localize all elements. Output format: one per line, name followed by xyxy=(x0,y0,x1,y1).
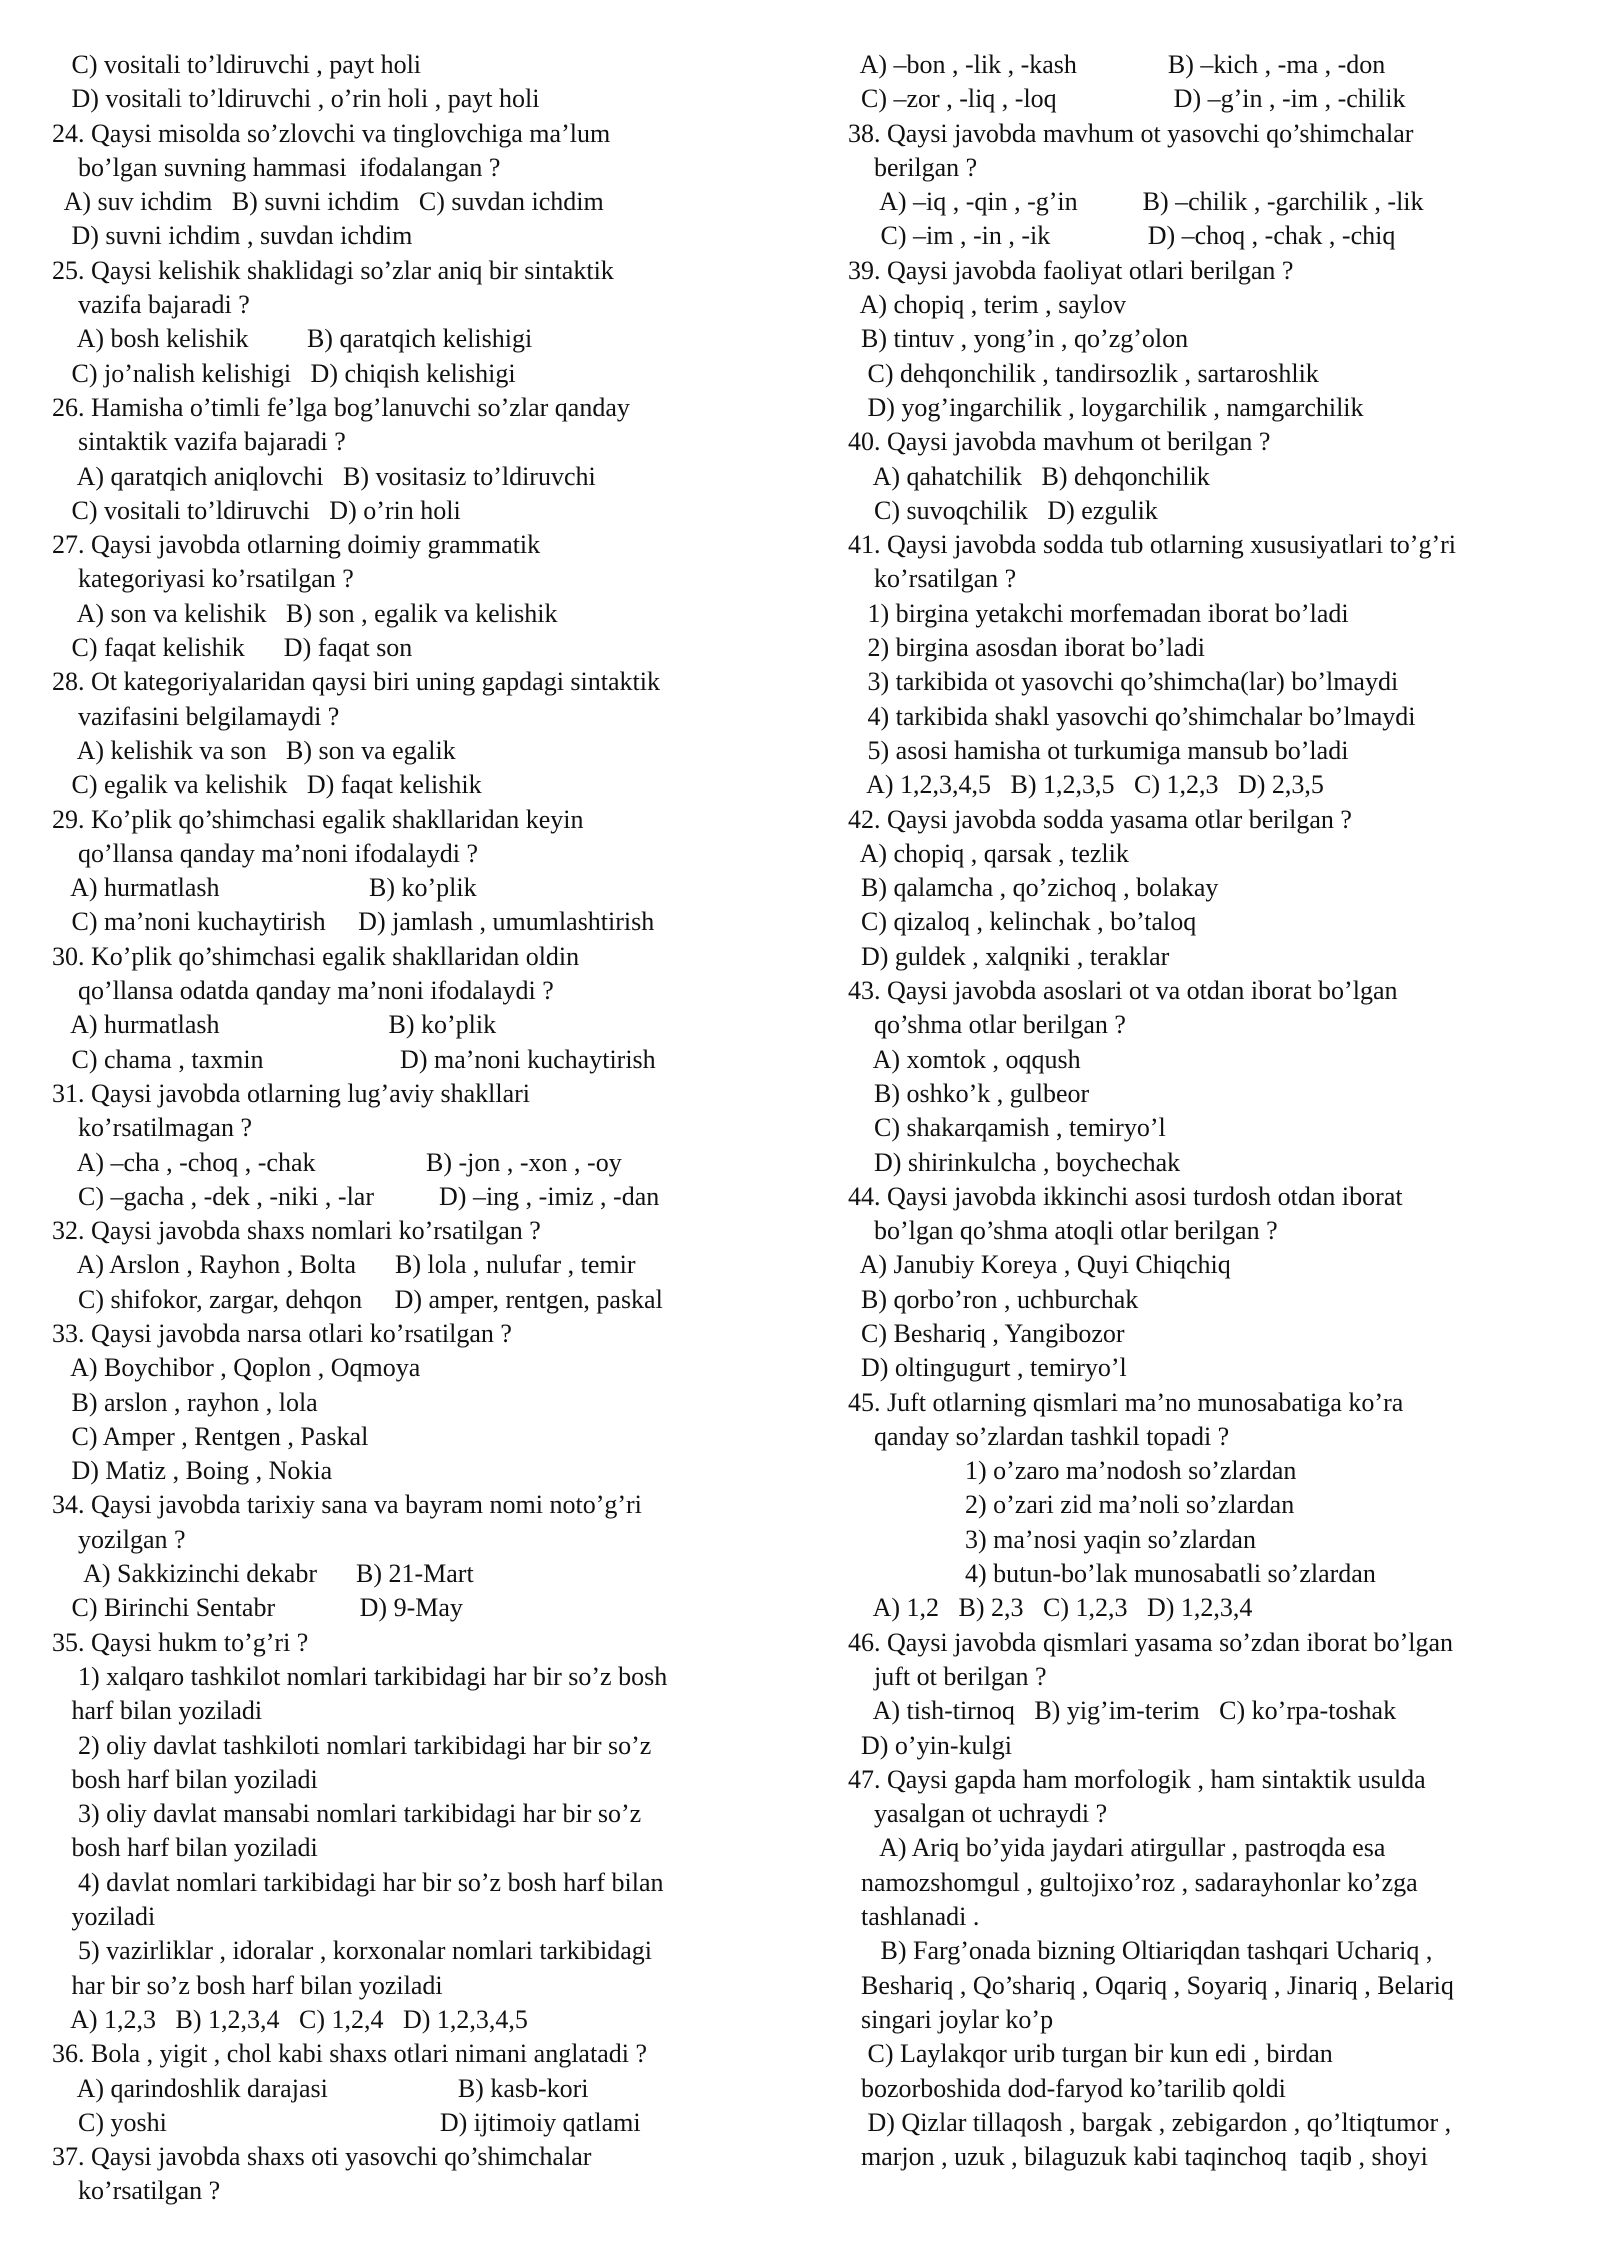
text-line: A) suv ichdim B) suvni ichdim C) suvdan ichdim xyxy=(52,187,604,217)
text-line: qo’llansa odatda qanday ma’noni ifodalaydi ? xyxy=(52,976,554,1006)
text-line: 27. Qaysi javobda otlarning doimiy grammatik xyxy=(52,530,541,560)
text-line: D) guldek , xalqniki , teraklar xyxy=(848,941,1170,971)
text-line: A) –iq , -qin , -g’in B) –chilik , -garchilik , -lik xyxy=(848,187,1424,217)
text-line: 33. Qaysi javobda narsa otlari ko’rsatilgan ? xyxy=(52,1318,512,1348)
text-line: C) faqat kelishik D) faqat son xyxy=(52,633,413,663)
text-line: C) Beshariq , Yangibozor xyxy=(848,1318,1125,1348)
text-line: qanday so’zlardan tashkil topadi ? xyxy=(848,1421,1230,1451)
text-line: C) vositali to’ldiruvchi , payt holi xyxy=(52,50,422,79)
text-line: A) –cha , -choq , -chak B) -jon , -xon , -oy xyxy=(52,1147,622,1177)
text-line: 41. Qaysi javobda sodda tub otlarning xususiyatlari to’g’ri xyxy=(848,530,1457,560)
text-line: 2) o’zari zid ma’noli so’zlardan xyxy=(848,1490,1295,1520)
text-line: bo’lgan qo’shma atoqli otlar berilgan ? xyxy=(848,1216,1278,1246)
text-line: D) Qizlar tillaqosh , bargak , zebigardon , qo’ltiqtumor , xyxy=(848,2107,1452,2137)
text-line: A) –bon , -lik , -kash B) –kich , -ma , -don xyxy=(848,50,1386,79)
text-line: namozshomgul , gultojixo’roz , sadarayhonlar ko’zga xyxy=(848,1867,1418,1897)
text-line: 1) xalqaro tashkilot nomlari tarkibidagi har bir so’z bosh xyxy=(52,1661,668,1691)
text-line: C) –im , -in , -ik D) –choq , -chak , -chiq xyxy=(848,221,1396,251)
text-line: A) chopiq , qarsak , tezlik xyxy=(848,838,1129,868)
text-line: 47. Qaysi gapda ham morfologik , ham sintaktik usulda xyxy=(848,1764,1426,1794)
text-line: A) qahatchilik B) dehqonchilik xyxy=(848,461,1210,491)
text-line: 28. Ot kategoriyalaridan qaysi biri uning gapdagi sintaktik xyxy=(52,667,660,697)
text-line: 36. Bola , yigit , chol kabi shaxs otlari nimani anglatadi ? xyxy=(52,2039,647,2069)
text-line: 2) birgina asosdan iborat bo’ladi xyxy=(848,633,1205,663)
text-line: C) –gacha , -dek , -niki , -lar D) –ing , -imiz , -dan xyxy=(52,1181,660,1211)
text-line: B) tintuv , yong’in , qo’zg’olon xyxy=(848,324,1189,354)
text-line: C) shifokor, zargar, dehqon D) amper, rentgen, paskal xyxy=(52,1284,663,1314)
text-line: sintaktik vazifa bajaradi ? xyxy=(52,427,346,457)
text-line: B) qalamcha , qo’zichoq , bolakay xyxy=(848,873,1219,903)
text-line: A) 1,2 B) 2,3 C) 1,2,3 D) 1,2,3,4 xyxy=(848,1593,1253,1623)
text-line: vazifa bajaradi ? xyxy=(52,290,250,320)
text-line: Beshariq , Qo’shariq , Oqariq , Soyariq , Jinariq , Belariq xyxy=(848,1970,1454,2000)
text-line: C) egalik va kelishik D) faqat kelishik xyxy=(52,770,482,800)
text-line: C) suvoqchilik D) ezgulik xyxy=(848,495,1158,525)
text-line: A) kelishik va son B) son va egalik xyxy=(52,735,456,765)
text-line: yoziladi xyxy=(52,1902,156,1932)
text-line: B) arslon , rayhon , lola xyxy=(52,1387,318,1417)
text-line: A) Janubiy Koreya , Quyi Chiqchiq xyxy=(848,1250,1231,1280)
text-line: 24. Qaysi misolda so’zlovchi va tinglovchiga ma’lum xyxy=(52,118,611,148)
text-line: C) Birinchi Sentabr D) 9-May xyxy=(52,1593,463,1623)
text-line: 5) vazirliklar , idoralar , korxonalar nomlari tarkibidagi xyxy=(52,1936,652,1966)
left-column xyxy=(52,48,792,2209)
text-line: singari joylar ko’p xyxy=(848,2004,1054,2034)
text-line: A) qaratqich aniqlovchi B) vositasiz to’ldiruvchi xyxy=(52,461,596,491)
text-line: C) shakarqamish , temiryo’l xyxy=(848,1113,1166,1143)
text-line: 46. Qaysi javobda qismlari yasama so’zdan iborat bo’lgan xyxy=(848,1627,1454,1657)
text-line: har bir so’z bosh harf bilan yoziladi xyxy=(52,1970,443,2000)
text-line: C) yoshi D) ijtimoiy qatlami xyxy=(52,2107,641,2137)
text-line: ko’rsatilgan ? xyxy=(52,2176,221,2206)
text-line: A) qarindoshlik darajasi B) kasb-kori xyxy=(52,2073,589,2103)
text-line: A) chopiq , terim , saylov xyxy=(848,290,1127,320)
text-line: 3) oliy davlat mansabi nomlari tarkibidagi har bir so’z xyxy=(52,1799,642,1829)
text-line: 42. Qaysi javobda sodda yasama otlar berilgan ? xyxy=(848,804,1352,834)
text-line: 29. Ko’plik qo’shimchasi egalik shakllaridan keyin xyxy=(52,804,584,834)
text-line: tashlanadi . xyxy=(848,1902,980,1932)
text-line: 44. Qaysi javobda ikkinchi asosi turdosh otdan iborat xyxy=(848,1181,1403,1211)
text-line: 26. Hamisha o’timli fe’lga bog’lanuvchi so’zlar qanday xyxy=(52,392,630,422)
text-line: A) 1,2,3,4,5 B) 1,2,3,5 C) 1,2,3 D) 2,3,5 xyxy=(848,770,1324,800)
text-line: bo’lgan suvning hammasi ifodalangan ? xyxy=(52,152,501,182)
text-line: B) Farg’onada bizning Oltiariqdan tashqari Uchariq , xyxy=(848,1936,1433,1966)
text-line: 34. Qaysi javobda tarixiy sana va bayram nomi noto’g’ri xyxy=(52,1490,642,1520)
text-line: kategoriyasi ko’rsatilgan ? xyxy=(52,564,354,594)
text-line: 4) tarkibida shakl yasovchi qo’shimchalar bo’lmaydi xyxy=(848,701,1416,731)
text-line: 43. Qaysi javobda asoslari ot va otdan iborat bo’lgan xyxy=(848,976,1398,1006)
text-line: C) Amper , Rentgen , Paskal xyxy=(52,1421,369,1451)
text-line: C) ma’noni kuchaytirish D) jamlash , umumlashtirish xyxy=(52,907,655,937)
text-line: 45. Juft otlarning qismlari ma’no munosabatiga ko’ra xyxy=(848,1387,1404,1417)
text-line: C) –zor , -liq , -loq D) –g’in , -im , -chilik xyxy=(848,84,1406,114)
text-line: C) qizaloq , kelinchak , bo’taloq xyxy=(848,907,1197,937)
text-line: 4) davlat nomlari tarkibidagi har bir so’z bosh harf bilan xyxy=(52,1867,664,1897)
text-line: B) qorbo’ron , uchburchak xyxy=(848,1284,1139,1314)
text-line: 38. Qaysi javobda mavhum ot yasovchi qo’shimchalar xyxy=(848,118,1414,148)
text-line: A) Arslon , Rayhon , Bolta B) lola , nulufar , temir xyxy=(52,1250,636,1280)
text-line: C) Laylakqor urib turgan bir kun edi , birdan xyxy=(848,2039,1333,2069)
text-line: 3) tarkibida ot yasovchi qo’shimcha(lar) bo’lmaydi xyxy=(848,667,1399,697)
text-line: vazifasini belgilamaydi ? xyxy=(52,701,340,731)
text-line: A) Ariq bo’yida jaydari atirgullar , pastroqda esa xyxy=(848,1833,1386,1863)
text-line: A) Sakkizinchi dekabr B) 21-Mart xyxy=(52,1559,474,1589)
text-line: A) son va kelishik B) son , egalik va kelishik xyxy=(52,598,558,628)
text-line: A) xomtok , oqqush xyxy=(848,1044,1081,1074)
text-line: A) Boychibor , Qoplon , Oqmoya xyxy=(52,1353,421,1383)
text-line: 25. Qaysi kelishik shaklidagi so’zlar aniq bir sintaktik xyxy=(52,255,614,285)
text-line: yozilgan ? xyxy=(52,1524,186,1554)
text-line: A) hurmatlash B) ko’plik xyxy=(52,873,477,903)
text-line: 37. Qaysi javobda shaxs oti yasovchi qo’shimchalar xyxy=(52,2142,592,2172)
text-line: 35. Qaysi hukm to’g’ri ? xyxy=(52,1627,309,1657)
text-line: A) tish-tirnoq B) yig’im-terim C) ko’rpa-toshak xyxy=(848,1696,1397,1726)
text-line: B) oshko’k , gulbeor xyxy=(848,1078,1090,1108)
text-line: 39. Qaysi javobda faoliyat otlari berilgan ? xyxy=(848,255,1294,285)
text-line: yasalgan ot uchraydi ? xyxy=(848,1799,1108,1829)
text-line: 1) birgina yetakchi morfemadan iborat bo’ladi xyxy=(848,598,1349,628)
text-line: D) suvni ichdim , suvdan ichdim xyxy=(52,221,413,251)
text-line: 31. Qaysi javobda otlarning lug’aviy shakllari xyxy=(52,1078,531,1108)
text-line: qo’shma otlar berilgan ? xyxy=(848,1010,1126,1040)
text-line: 5) asosi hamisha ot turkumiga mansub bo’ladi xyxy=(848,735,1349,765)
text-line: marjon , uzuk , bilaguzuk kabi taqinchoq taqib , shoyi xyxy=(848,2142,1428,2172)
text-line: D) oltingugurt , temiryo’l xyxy=(848,1353,1127,1383)
text-line: ko’rsatilmagan ? xyxy=(52,1113,252,1143)
text-line: A) bosh kelishik B) qaratqich kelishigi xyxy=(52,324,533,354)
text-line: harf bilan yoziladi xyxy=(52,1696,263,1726)
text-line: juft ot berilgan ? xyxy=(848,1661,1047,1691)
text-line: C) dehqonchilik , tandirsozlik , sartaroshlik xyxy=(848,358,1319,388)
text-line: D) vositali to’ldiruvchi , o’rin holi , payt holi xyxy=(52,84,540,114)
text-line: bosh harf bilan yoziladi xyxy=(52,1833,318,1863)
text-line: C) vositali to’ldiruvchi D) o’rin holi xyxy=(52,495,461,525)
text-line: D) Matiz , Boing , Nokia xyxy=(52,1456,333,1486)
text-line: A) hurmatlash B) ko’plik xyxy=(52,1010,497,1040)
text-line: A) 1,2,3 B) 1,2,3,4 C) 1,2,4 D) 1,2,3,4,5 xyxy=(52,2004,528,2034)
text-line: D) o’yin-kulgi xyxy=(848,1730,1012,1760)
text-line: C) jo’nalish kelishigi D) chiqish kelishigi xyxy=(52,358,516,388)
text-line: berilgan ? xyxy=(848,152,978,182)
text-line: 3) ma’nosi yaqin so’zlardan xyxy=(848,1524,1256,1554)
right-column xyxy=(848,48,1568,2174)
text-line: ko’rsatilgan ? xyxy=(848,564,1017,594)
text-line: C) chama , taxmin D) ma’noni kuchaytirish xyxy=(52,1044,656,1074)
text-line: 1) o’zaro ma’nodosh so’zlardan xyxy=(848,1456,1297,1486)
text-line: D) yog’ingarchilik , loygarchilik , namgarchilik xyxy=(848,392,1364,422)
text-line: D) shirinkulcha , boychechak xyxy=(848,1147,1181,1177)
text-line: 2) oliy davlat tashkiloti nomlari tarkibidagi har bir so’z xyxy=(52,1730,652,1760)
text-line: qo’llansa qanday ma’noni ifodalaydi ? xyxy=(52,838,478,868)
text-line: 30. Ko’plik qo’shimchasi egalik shakllaridan oldin xyxy=(52,941,580,971)
text-line: 32. Qaysi javobda shaxs nomlari ko’rsatilgan ? xyxy=(52,1216,541,1246)
text-line: 40. Qaysi javobda mavhum ot berilgan ? xyxy=(848,427,1271,457)
text-line: bosh harf bilan yoziladi xyxy=(52,1764,318,1794)
text-line: bozorboshida dod-faryod ko’tarilib qoldi xyxy=(848,2073,1286,2103)
text-line: 4) butun-bo’lak munosabatli so’zlardan xyxy=(848,1559,1376,1589)
